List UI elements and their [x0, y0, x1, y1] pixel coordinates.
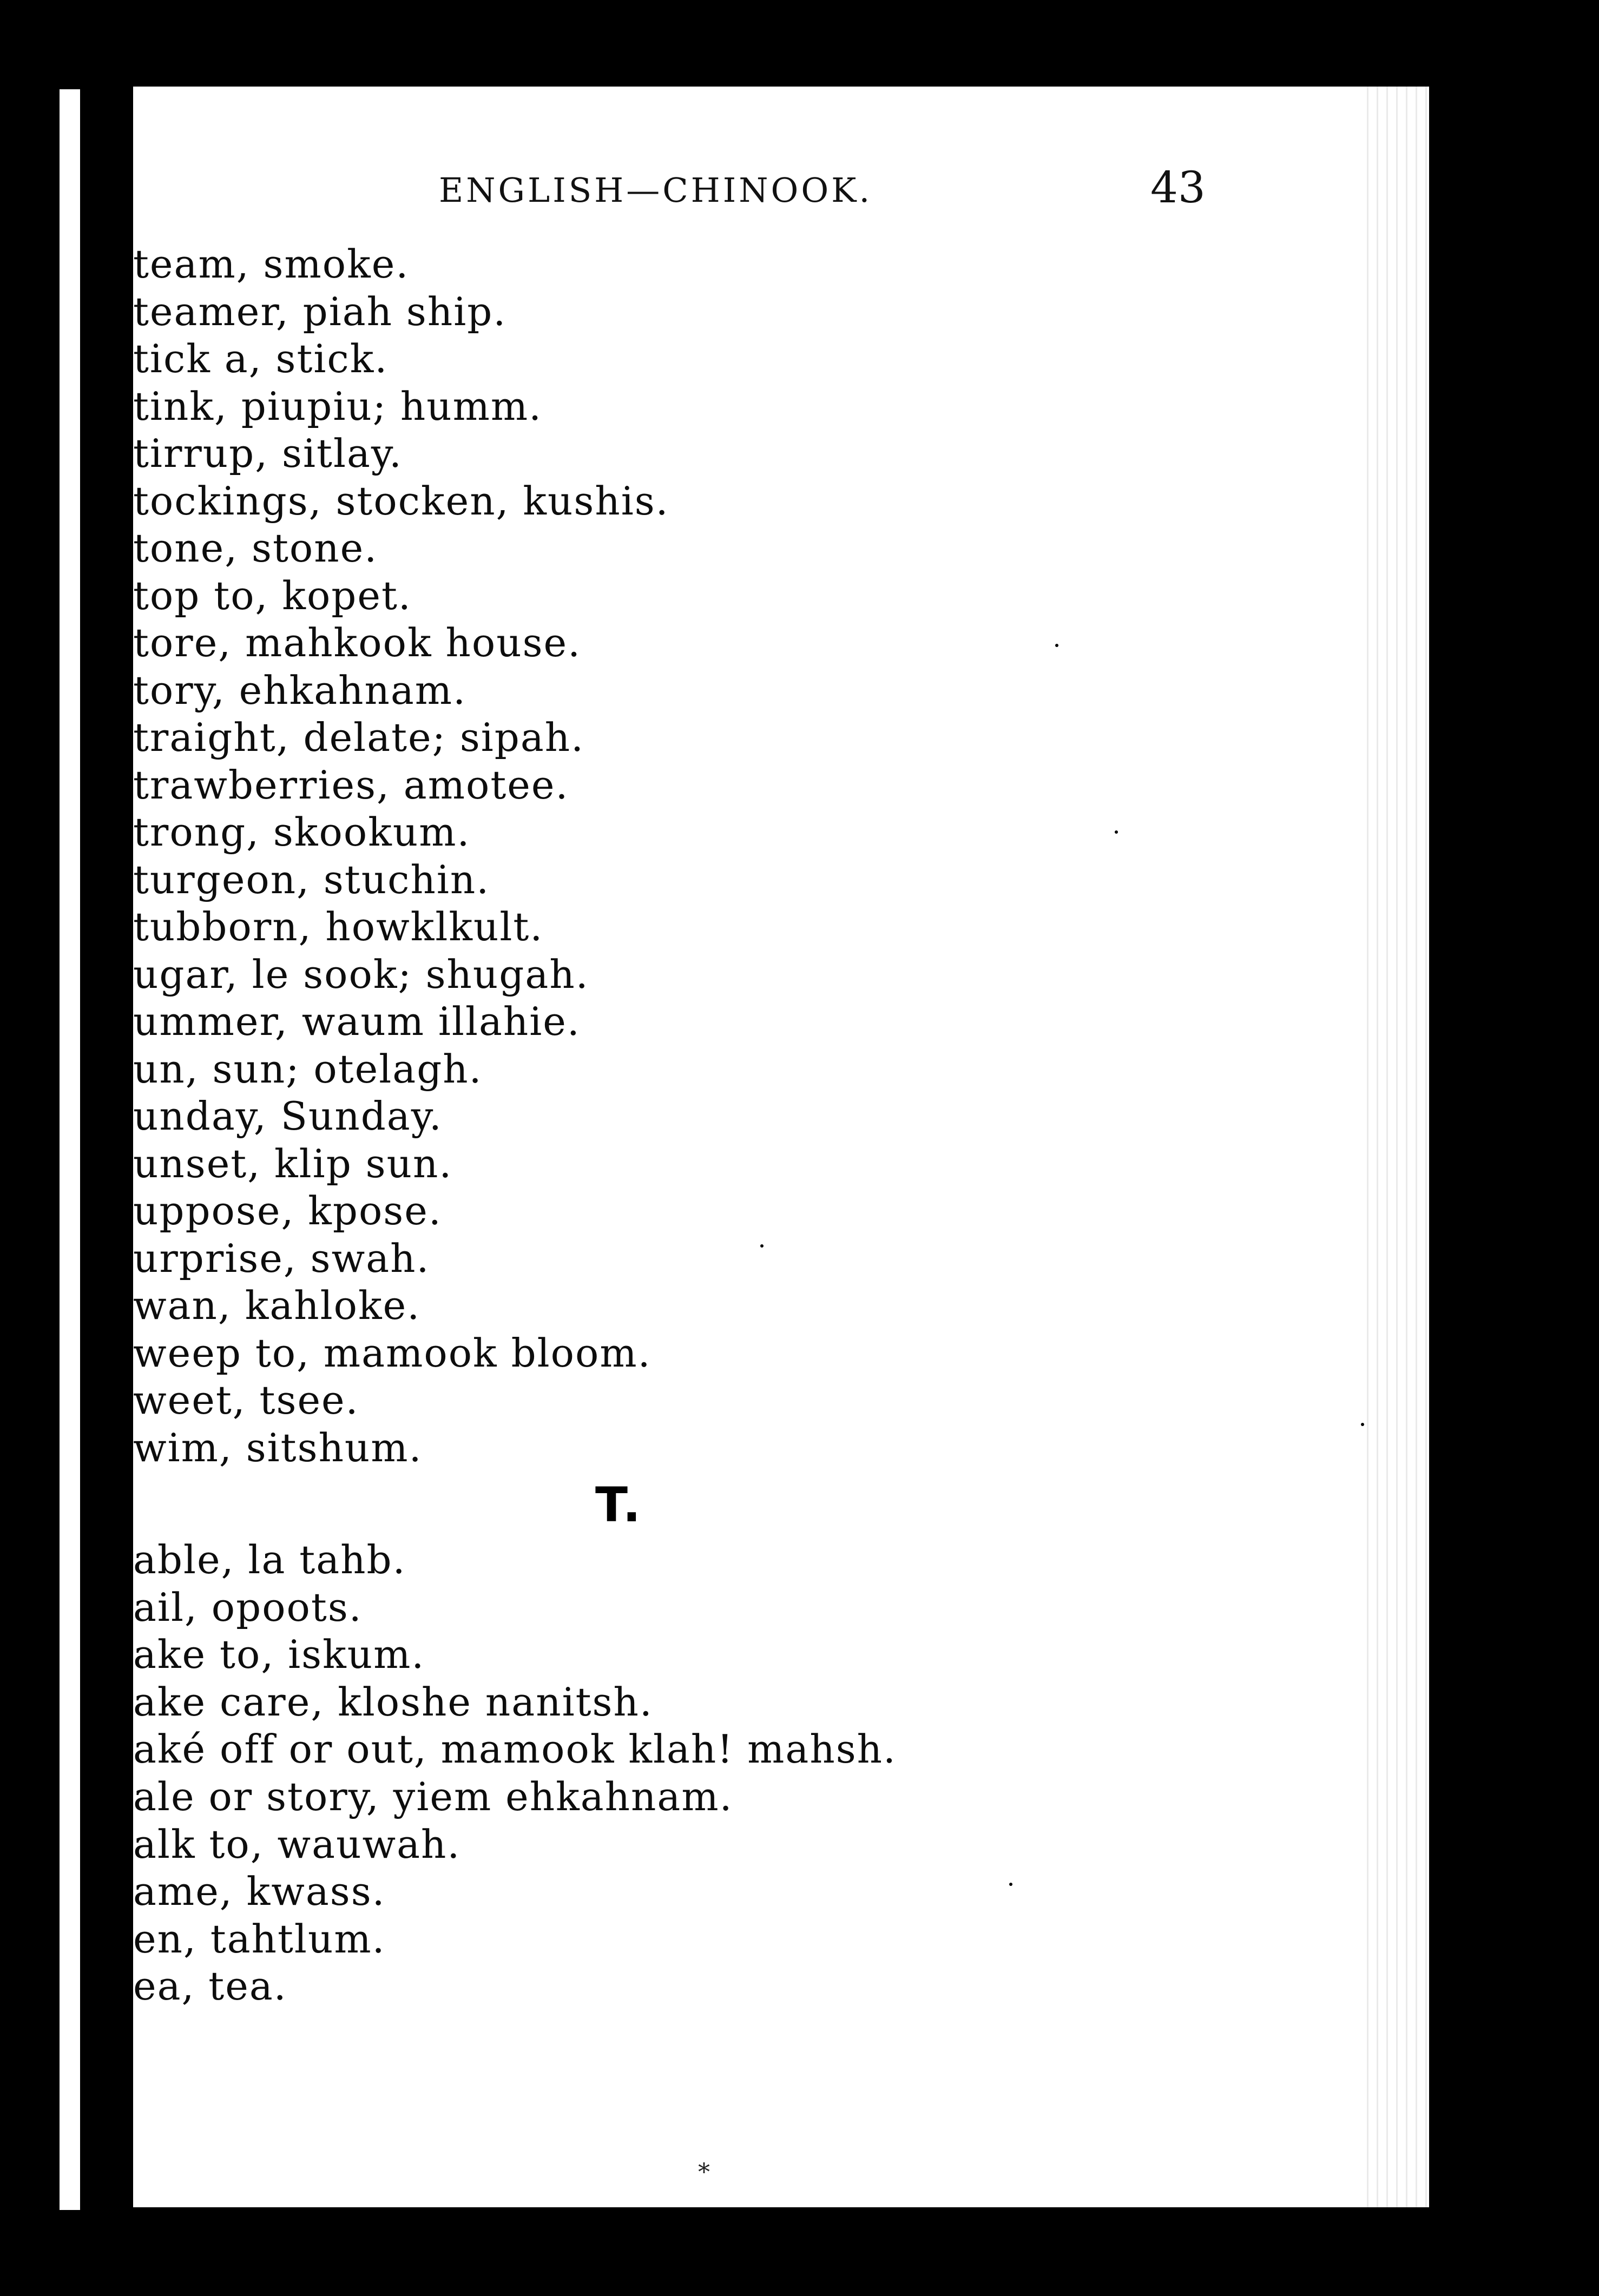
print-speck: [1055, 644, 1058, 647]
entry: team, smoke.: [133, 241, 410, 287]
entry: tink, piupiu; humm.: [133, 383, 543, 429]
entry: tone, stone.: [133, 525, 378, 571]
entry: urprise, swah.: [133, 1235, 430, 1281]
footer-ornament: *: [698, 2159, 710, 2186]
entry: en, tahtlum.: [133, 1916, 386, 1962]
entry: wim, sitshum.: [133, 1424, 423, 1470]
entry: ame, kwass.: [133, 1869, 386, 1915]
entry: ummer, waum illahie.: [133, 999, 581, 1044]
entry: teamer, piah ship.: [133, 288, 507, 334]
entry: able, la tahb.: [133, 1537, 406, 1582]
entry: top to, kopet.: [133, 572, 412, 618]
page-number: 43: [1150, 162, 1206, 213]
entry: tubborn, howklkult.: [133, 904, 544, 949]
entry: unday, Sunday.: [133, 1093, 443, 1139]
section-heading-t: T.: [595, 1477, 643, 1533]
entry: traight, delate; sipah.: [133, 715, 585, 760]
print-speck: [1009, 1883, 1012, 1886]
entry: ail, opoots.: [133, 1584, 363, 1630]
entry: wan, kahloke.: [133, 1283, 421, 1328]
entry: turgeon, stuchin.: [133, 856, 490, 902]
print-speck: [1115, 830, 1118, 834]
entry: weet, tsee.: [133, 1377, 359, 1423]
entry: trong, skookum.: [133, 809, 471, 855]
entry: ake to, iskum.: [133, 1632, 425, 1678]
entry-list-t: [133, 1536, 1215, 2010]
entry: tirrup, sitlay.: [133, 431, 403, 476]
entry: tore, mahkook house.: [133, 620, 582, 665]
entry: ale or story, yiem ehkahnam.: [133, 1773, 733, 1819]
entry: unset, klip sun.: [133, 1140, 453, 1186]
print-speck: [760, 1244, 764, 1248]
entry: ake care, kloshe nanitsh.: [133, 1679, 653, 1725]
page-edge-texture: [1364, 87, 1429, 2207]
running-title: ENGLISH—CHINOOK.: [439, 170, 873, 210]
entry-list-s: [133, 241, 1215, 1472]
left-page-edge: [60, 89, 80, 2210]
page-header: [133, 162, 1429, 222]
entry: weep to, mamook bloom.: [133, 1330, 652, 1376]
entry: ea, tea.: [133, 1963, 287, 2009]
entry: tory, ehkahnam.: [133, 667, 466, 713]
entry: un, sun; otelagh.: [133, 1046, 483, 1092]
entry: alk to, wauwah.: [133, 1821, 461, 1867]
entry: tick a, stick.: [133, 336, 389, 381]
entry: trawberries, amotee.: [133, 762, 569, 808]
print-speck: [1361, 1423, 1364, 1426]
entry: tockings, stocken, kushis.: [133, 478, 669, 524]
entry: uppose, kpose.: [133, 1188, 442, 1233]
entry: aké off or out, mamook klah! mahsh.: [133, 1726, 897, 1772]
entry: ugar, le sook; shugah.: [133, 951, 589, 997]
